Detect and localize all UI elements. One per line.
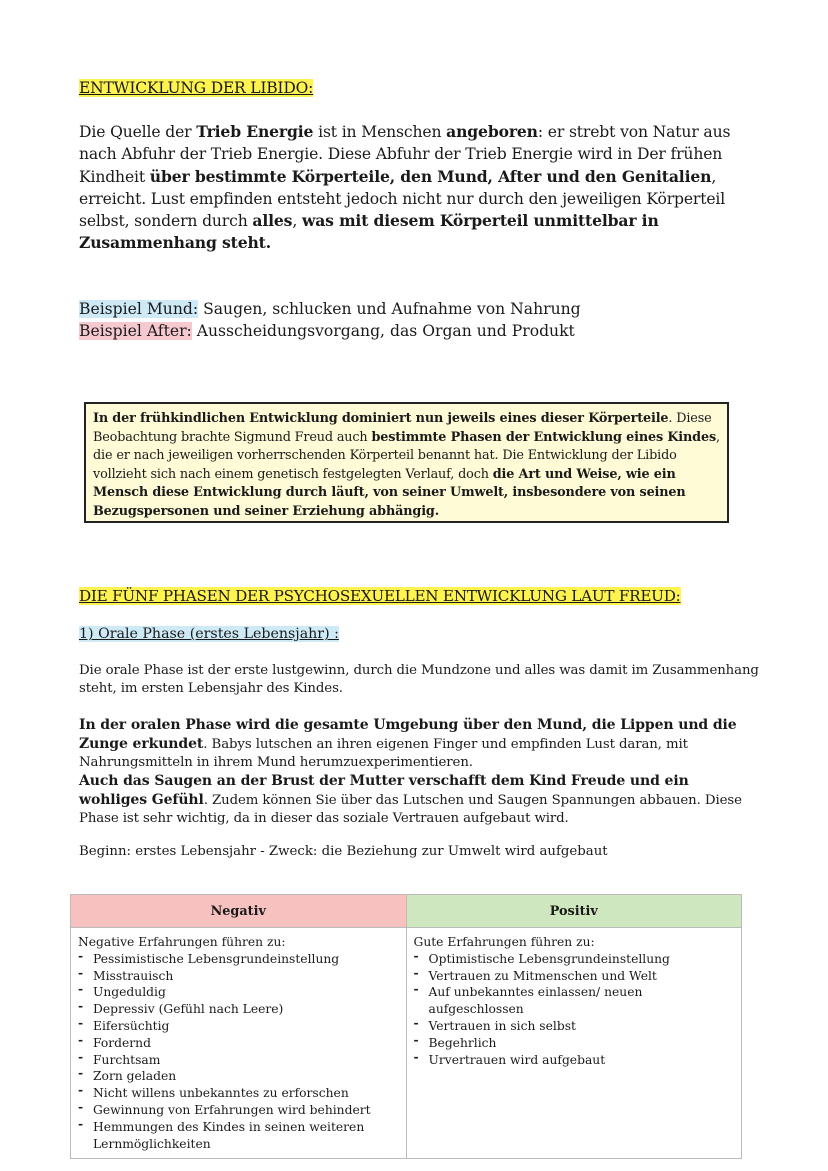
intro-paragraph: Die Quelle der Trieb Energie ist in Menschen angeboren: er strebt von Natur aus nach Abfuhr der Trieb Energie. Diese Abfuhr der Trieb Energie wird in Der frühen Kindheit über bestimmte Körperteile, den Mund, After und den Genitalien, erreicht. Lust empfinden entsteht jedoch nicht nur durch den jeweiligen Körperteil selbst, sondern durch alles, was mit diesem Körperteil unmittelbar in Zusammenhang steht. xyxy=(79,122,731,253)
list-item: - Ungeduldig xyxy=(78,984,400,1001)
negative-cell xyxy=(71,928,407,1159)
list-item: - Gewinnung von Erfahrungen wird behindert xyxy=(78,1102,400,1119)
positive-header: Positiv xyxy=(406,895,742,928)
experience-table xyxy=(70,894,742,1159)
oral-phase-summary: Beginn: erstes Lebensjahr - Zweck: die Beziehung zur Umwelt wird aufgebaut xyxy=(79,844,608,859)
oral-phase-details: In der oralen Phase wird die gesamte Umgebung über den Mund, die Lippen und die Zunge erkundet. Babys lutschen an ihren eigenen Finger und empfinden Lust daran, mit Nahrungsmitteln in ihrem Mund herumzuexperimentieren. Auch das Saugen an der Brust der Mutter verschafft dem Kind Freude und ein wohliges Gefühl. Zudem können Sie über das Lutschen und Saugen Spannungen abbauen. Diese Phase ist sehr wichtig, da in dieser das soziale Vertrauen aufgebaut wird. xyxy=(79,717,742,826)
example-after: Beispiel After: Ausscheidungsvorgang, das Organ und Produkt xyxy=(79,322,575,340)
section-heading-phases: DIE FÜNF PHASEN DER PSYCHOSEXUELLEN ENTWICKLUNG LAUT FREUD: xyxy=(79,587,681,605)
list-item: - Optimistische Lebensgrundeinstellung xyxy=(414,951,736,968)
positive-cell xyxy=(406,928,742,1159)
positive-intro: Gute Erfahrungen führen zu: xyxy=(413,935,595,949)
list-item: - Fordernd xyxy=(78,1035,400,1052)
list-item: - Auf unbekanntes einlassen/ neuen aufgeschlossen xyxy=(414,984,736,1018)
positive-list xyxy=(414,951,736,1069)
list-item: - Nicht willens unbekanntes zu erforschen xyxy=(78,1085,400,1102)
list-item: - Vertrauen in sich selbst xyxy=(414,1018,736,1035)
negative-intro: Negative Erfahrungen führen zu: xyxy=(78,935,286,949)
list-item: - Furchtsam xyxy=(78,1052,400,1069)
list-item: - Zorn geladen xyxy=(78,1068,400,1085)
list-item: - Urvertrauen wird aufgebaut xyxy=(414,1052,736,1069)
list-item: - Depressiv (Gefühl nach Leere) xyxy=(78,1001,400,1018)
list-item: - Vertrauen zu Mitmenschen und Welt xyxy=(414,968,736,985)
list-item: - Misstrauisch xyxy=(78,968,400,985)
list-item: - Begehrlich xyxy=(414,1035,736,1052)
section-heading-libido: ENTWICKLUNG DER LIBIDO: xyxy=(79,79,314,97)
example-mouth: Beispiel Mund: Saugen, schlucken und Aufnahme von Nahrung xyxy=(79,300,581,318)
list-item: - Hemmungen des Kindes in seinen weiteren Lernmöglichkeiten xyxy=(78,1119,400,1153)
negative-header: Negativ xyxy=(71,895,407,928)
list-item: - Eifersüchtig xyxy=(78,1018,400,1035)
list-item: - Pessimistische Lebensgrundeinstellung xyxy=(78,951,400,968)
oral-phase-description: Die orale Phase ist der erste lustgewinn, durch die Mundzone und alles was damit im Zusammenhang steht, im ersten Lebensjahr des Kindes. xyxy=(79,663,759,696)
subheading-oral-phase: 1) Orale Phase (erstes Lebensjahr) : xyxy=(79,626,339,642)
info-box: In der frühkindlichen Entwicklung dominiert nun jeweils eines dieser Körperteile. Diese Beobachtung brachte Sigmund Freud auch bestimmte Phasen der Entwicklung eines Kindes, die er nach jeweiligen vorherrschenden Körperteil benannt hat. Die Entwicklung der Libido vollzieht sich nach einem genetisch festgelegten Verlauf, doch die Art und Weise, wie ein Mensch diese Entwicklung durch läuft, von seiner Umwelt, insbesondere von seinen Bezugspersonen und seiner Erziehung abhängig. xyxy=(84,402,729,523)
negative-list xyxy=(78,951,400,1153)
